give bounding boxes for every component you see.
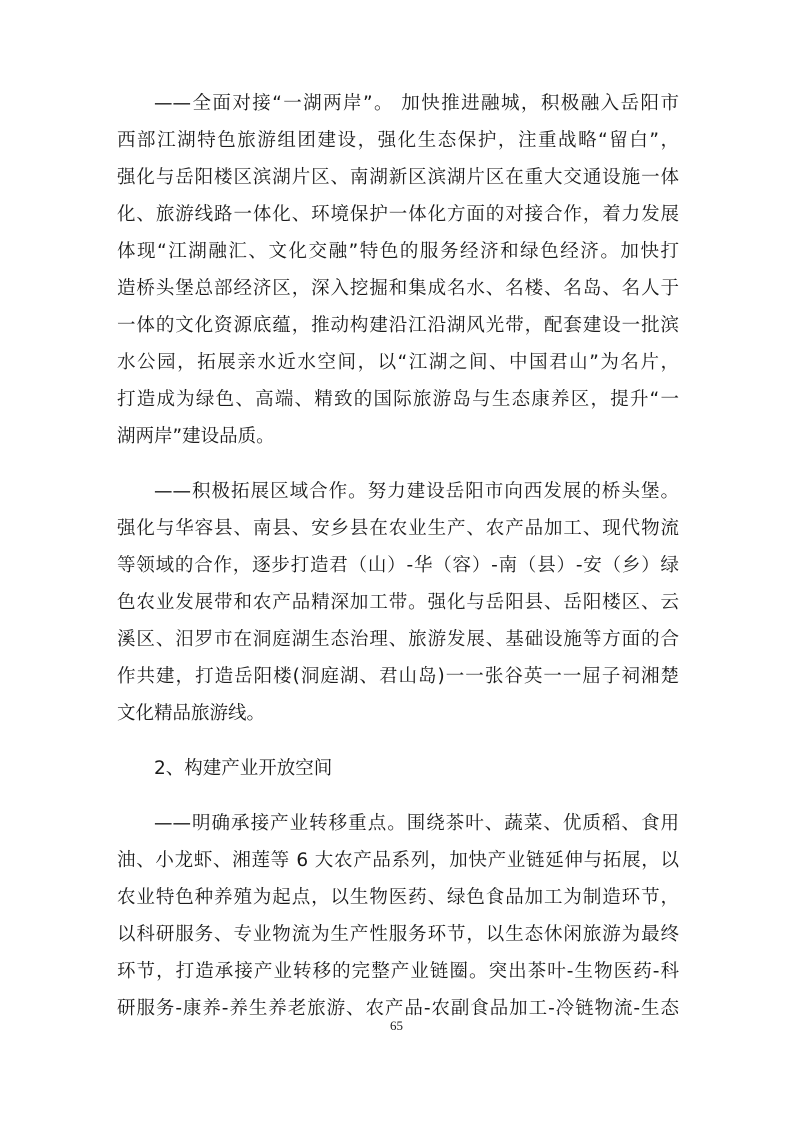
text-line: 体现“江湖融汇、文化交融”特色的服务经济和绿色经济。加快打 — [117, 241, 679, 262]
paragraph-regional-cooperation — [117, 473, 679, 732]
text-line: 打造成为绿色、高端、精致的国际旅游岛与生态康养区，提升“一 — [117, 389, 679, 410]
text-line: 化、旅游线路一体化、环境保护一体化方面的对接合作，着力发展 — [117, 204, 679, 225]
text-line: 作共建，打造岳阳楼(洞庭湖、君山岛)一一张谷英一一屈子祠湘楚 — [117, 666, 679, 687]
text-line: 水公园，拓展亲水近水空间，以“江湖之间、中国君山”为名片， — [117, 352, 679, 373]
text-line: 强化与华容县、南县、安乡县在农业生产、农产品加工、现代物流 — [117, 518, 679, 539]
text-line: ——积极拓展区域合作。努力建设岳阳市向西发展的桥头堡。 — [154, 481, 679, 502]
text-line: 溪区、汨罗市在洞庭湖生态治理、旅游发展、基础设施等方面的合 — [117, 629, 679, 650]
text-line: 文化精品旅游线。 — [117, 703, 266, 724]
page-number: 65 — [390, 1018, 403, 1033]
text-line: ——明确承接产业转移重点。围绕茶叶、蔬菜、优质稻、食用 — [154, 813, 679, 834]
text-line: 环节，打造承接产业转移的完整产业链圈。突出茶叶-生物医药-科 — [117, 961, 679, 982]
text-line: 以科研服务、专业物流为生产性服务环节，以生态休闲旅游为最终 — [117, 924, 679, 945]
paragraph-spacer — [117, 455, 679, 473]
text-line: 色农业发展带和农产品精深加工带。强化与岳阳县、岳阳楼区、云 — [117, 592, 679, 613]
text-line: 油、小龙虾、湘莲等 6 大农产品系列，加快产业链延伸与拓展，以 — [117, 850, 679, 871]
paragraph-yihu-liangan — [117, 85, 679, 455]
text-line: 湖两岸”建设品质。 — [117, 426, 275, 447]
text-line: 造桥头堡总部经济区，深入挖掘和集成名水、名楼、名岛、名人于 — [117, 278, 679, 299]
section-heading — [117, 750, 679, 787]
paragraph-spacer — [117, 732, 679, 750]
text-line: ——全面对接“一湖两岸”。 加快推进融城，积极融入岳阳市 — [154, 93, 679, 114]
document-body — [117, 85, 679, 1027]
text-line: 一体的文化资源底蕴，推动构建沿江沿湖风光带，配套建设一批滨 — [117, 315, 679, 336]
section-heading-text: 2、构建产业开放空间 — [154, 758, 333, 779]
text-line: 西部江湖特色旅游组团建设，强化生态保护，注重战略“留白”， — [117, 130, 679, 151]
text-line: 等领域的合作，逐步打造君（山）-华（容）-南（县）-安（乡）绿 — [117, 555, 679, 576]
paragraph-spacer — [117, 787, 679, 805]
text-line: 研服务-康养-养生养老旅游、农产品-农副食品加工-冷链物流-生态 — [117, 998, 679, 1019]
text-line: 强化与岳阳楼区滨湖片区、南湖新区滨湖片区在重大交通设施一体 — [117, 167, 679, 188]
paragraph-industry-transfer — [117, 805, 679, 1027]
text-line: 农业特色种养殖为起点，以生物医药、绿色食品加工为制造环节， — [117, 887, 679, 908]
